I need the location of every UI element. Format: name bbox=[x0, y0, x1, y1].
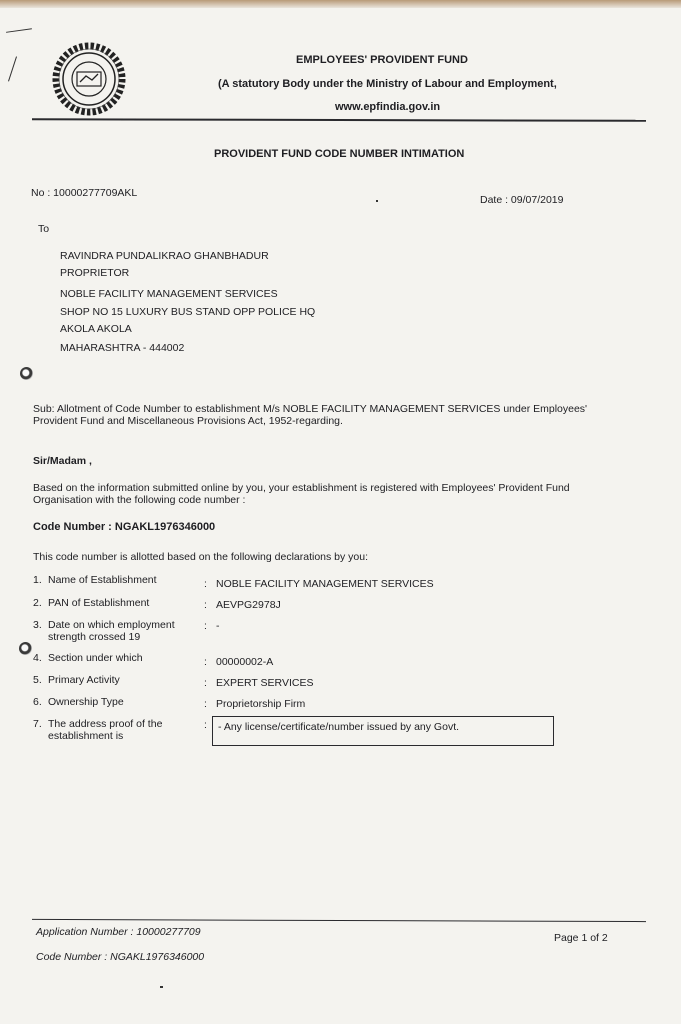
to-label: To bbox=[38, 223, 50, 235]
pen-mark bbox=[6, 28, 32, 33]
decl-num: 5. bbox=[33, 674, 42, 686]
address-line: RAVINDRA PUNDALIKRAO GHANBHADUR bbox=[60, 250, 269, 262]
footer-code-number: Code Number : NGAKL1976346000 bbox=[36, 951, 205, 963]
decl-label: Ownership Type bbox=[48, 696, 124, 708]
decl-num: 7. bbox=[33, 718, 42, 730]
punch-hole bbox=[19, 642, 32, 655]
decl-num: 6. bbox=[33, 696, 42, 708]
decl-label: Date on which employment strength crossed 19 bbox=[48, 619, 175, 643]
decl-value: Proprietorship Firm bbox=[216, 698, 306, 710]
document-title: PROVIDENT FUND CODE NUMBER INTIMATION bbox=[214, 148, 465, 160]
pen-mark bbox=[8, 56, 17, 81]
header-divider bbox=[32, 118, 646, 121]
decl-sep: : bbox=[204, 656, 207, 668]
decl-value: 00000002-A bbox=[216, 656, 274, 668]
decl-label: The address proof of the establishment is bbox=[48, 718, 163, 742]
decl-sep: : bbox=[204, 620, 207, 632]
decl-value: EXPERT SERVICES bbox=[216, 677, 314, 689]
letter-date: Date : 09/07/2019 bbox=[480, 194, 564, 206]
footer-divider bbox=[32, 919, 646, 922]
decl-num: 2. bbox=[33, 597, 42, 609]
decl-num: 4. bbox=[33, 652, 42, 664]
decl-sep: : bbox=[204, 677, 207, 689]
org-name: EMPLOYEES' PROVIDENT FUND bbox=[296, 54, 468, 66]
decl-num: 1. bbox=[33, 574, 42, 586]
subject-line: Sub: Allotment of Code Number to establishment M/s NOBLE FACILITY MANAGEMENT SERVICES under Employees' Provident Fund and Miscellaneous Provisions Act, 1952-regarding. bbox=[33, 403, 588, 427]
footer-application-number: Application Number : 10000277709 bbox=[36, 926, 201, 938]
address-line: NOBLE FACILITY MANAGEMENT SERVICES bbox=[60, 288, 278, 300]
decl-sep: : bbox=[204, 599, 207, 611]
scan-speck bbox=[376, 200, 378, 202]
decl-value: AEVPG2978J bbox=[216, 599, 281, 611]
epfo-logo bbox=[52, 42, 126, 116]
address-line: SHOP NO 15 LUXURY BUS STAND OPP POLICE HQ bbox=[60, 306, 316, 318]
salutation: Sir/Madam , bbox=[33, 455, 92, 467]
scan-speck bbox=[160, 986, 163, 988]
decl-num: 3. bbox=[33, 619, 42, 631]
decl-label: Section under which bbox=[48, 652, 143, 664]
decl-value: - Any license/certificate/number issued by any Govt. bbox=[218, 721, 460, 733]
decl-label: PAN of Establishment bbox=[48, 597, 150, 609]
address-line: AKOLA AKOLA bbox=[60, 323, 132, 335]
org-subtitle: (A statutory Body under the Ministry of Labour and Employment, bbox=[218, 78, 557, 90]
decl-sep: : bbox=[204, 719, 207, 731]
decl-sep: : bbox=[204, 578, 207, 590]
code-number: Code Number : NGAKL1976346000 bbox=[33, 521, 216, 533]
declarations-intro: This code number is allotted based on the following declarations by you: bbox=[33, 551, 369, 563]
address-line: MAHARASHTRA - 444002 bbox=[60, 342, 185, 354]
address-line: PROPRIETOR bbox=[60, 267, 130, 279]
decl-label: Primary Activity bbox=[48, 674, 120, 686]
scan-edge bbox=[0, 0, 681, 8]
website-link[interactable]: www.epfindia.gov.in bbox=[335, 101, 441, 113]
reference-number: No : 10000277709AKL bbox=[31, 187, 138, 199]
decl-sep: : bbox=[204, 698, 207, 710]
punch-hole bbox=[20, 367, 33, 380]
decl-value: NOBLE FACILITY MANAGEMENT SERVICES bbox=[216, 578, 434, 590]
intro-paragraph: Based on the information submitted online by you, your establishment is registered with Employees' Provident Fund Organisation with the following code number : bbox=[33, 482, 570, 506]
page-indicator: Page 1 of 2 bbox=[554, 932, 608, 944]
decl-value: - bbox=[216, 620, 220, 632]
decl-label: Name of Establishment bbox=[48, 574, 157, 586]
